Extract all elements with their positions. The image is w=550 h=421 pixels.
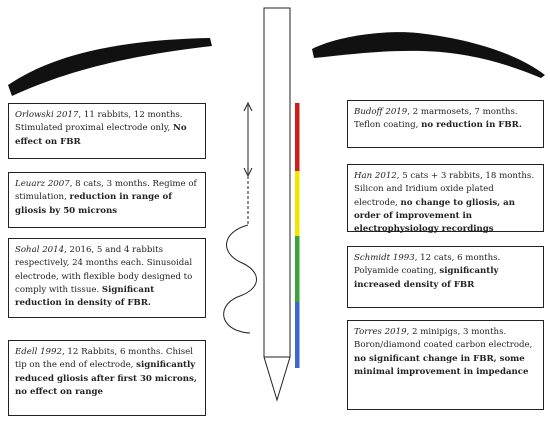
study-details: , 11 rabbits, 12 months. Stimulated proximal electrode only, bbox=[15, 110, 183, 134]
stripe-green bbox=[295, 236, 300, 302]
study-details: , 12 cats, 6 months. Polyamide coating, bbox=[354, 253, 501, 277]
study-finding: significantly reduced gliosis after first 30 microns, no effect on range bbox=[15, 360, 197, 397]
study-box-orlowski bbox=[8, 103, 206, 159]
study-finding: no reduction in FBR. bbox=[421, 120, 522, 131]
study-details: , 2 minipigs, 3 months. Boron/diamond coated carbon electrode, bbox=[354, 327, 533, 351]
left-arc bbox=[8, 38, 212, 96]
study-author: Schmidt 1993 bbox=[354, 253, 415, 263]
stripe-blue bbox=[295, 302, 300, 368]
study-box-sohal bbox=[8, 238, 206, 318]
study-details: , 2016, 5 and 4 rabbits respectively, 24 months each. Sinusoidal electrode, with flexible body designed to comply with tissue. bbox=[15, 245, 193, 295]
study-details: , 5 cats + 3 rabbits, 18 months. Silicon and Iridium oxide plated electrode, bbox=[354, 171, 535, 208]
sinusoidal-electrode bbox=[224, 225, 257, 333]
study-finding: significantly increased density of FBR bbox=[354, 266, 499, 290]
study-details: , 12 Rabbits, 6 months. Chisel tip on the end of electrode, bbox=[15, 347, 193, 371]
study-author: Torres 2019 bbox=[354, 327, 407, 337]
study-finding: reduction in range of gliosis by 50 microns bbox=[15, 192, 172, 216]
study-box-han bbox=[347, 164, 544, 235]
electrode-shaft bbox=[264, 8, 290, 400]
study-box-torres bbox=[347, 320, 544, 410]
study-finding: No effect on FBR bbox=[15, 123, 187, 147]
study-author: Han 2012 bbox=[354, 171, 397, 181]
study-author: Orlowski 2017 bbox=[15, 110, 79, 120]
study-author: Budoff 2019 bbox=[354, 107, 408, 117]
study-details: , 2 marmosets, 7 months. Teflon coating, bbox=[354, 107, 518, 131]
study-finding: no significant change in FBR, some minimal improvement in impedance bbox=[354, 353, 529, 377]
stripe-red bbox=[295, 103, 300, 171]
study-author: Sohal 2014 bbox=[15, 245, 65, 255]
study-box-edell bbox=[8, 340, 206, 416]
study-box-budoff bbox=[347, 100, 544, 148]
study-box-leuarz bbox=[8, 172, 206, 228]
stripe-yellow bbox=[295, 171, 300, 236]
study-box-schmidt bbox=[347, 246, 544, 308]
right-arc bbox=[312, 32, 545, 78]
study-finding: Significant reduction in density of FBR. bbox=[15, 284, 155, 309]
study-details: , 8 cats, 3 months. Regime of stimulation, bbox=[15, 179, 197, 203]
study-finding: no change to gliosis, an order of improvement in electrophysiology recordings bbox=[354, 197, 515, 235]
study-author: Leuarz 2007 bbox=[15, 179, 70, 189]
study-author: Edell 1992 bbox=[15, 347, 62, 357]
